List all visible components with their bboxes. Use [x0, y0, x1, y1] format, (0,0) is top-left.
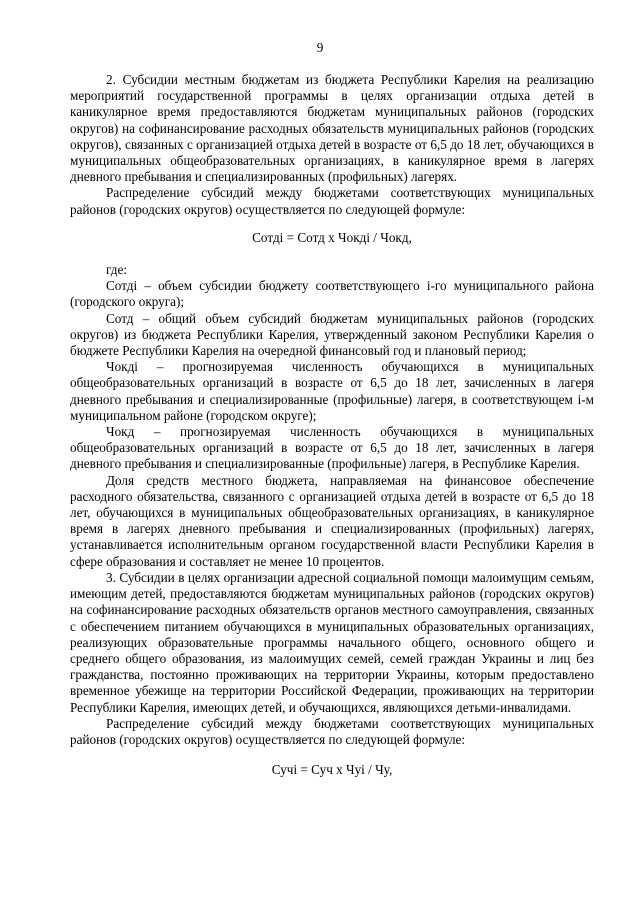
page-number: 9 — [316, 40, 324, 55]
definition-chokdi: Чокдi – прогнозируемая численность обучающихся в муниципальных общеобразовательных организаций в возрасте от 6,5 до 18 лет, зачисленных в лагеря дневного пребывания и специализированные (профильные) лагеря, в соответствующем i-м муниципальном районе (городском округе); — [70, 359, 594, 423]
definition-chokd: Чокд – прогнозируемая численность обучающихся в муниципальных общеобразовательных организаций в возрасте от 6,5 до 18 лет, зачисленных в лагеря дневного пребывания и специализированные (профильные) лагеря, в Республике Карелия. — [70, 424, 594, 472]
document-body — [70, 72, 594, 778]
formula-rest: Сотдi = Сотд x Чокдi / Чокд, — [252, 229, 412, 245]
paragraph-local-budget-share: Доля средств местного бюджета, направляемая на финансовое обеспечение расходного обязательства, связанного с организацией отдыха детей в возрасте от 6,5 до 18 лет, обучающихся в муниципальных общеобразовательных организациях, в каникулярное время в лагерях дневного пребывания и специализированных (профильных) лагерях, устанавливается исполнительным органом государственной власти Республики Карелия в сфере образования и составляет не менее 10 процентов. — [70, 472, 594, 569]
paragraph-distribution-intro: Распределение субсидий между бюджетами соответствующих муниципальных районов (городских округов) осуществляется по следующей формуле: — [70, 185, 594, 217]
paragraph-subsidy-rest: 2. Субсидии местным бюджетам из бюджета Республики Карелия на реализацию мероприятий государственной программы в целях организации отдыха детей в каникулярное время предоставляются бюджетам муниципальных районов (городских округов) на софинансирование расходных обязательств муниципальных районов (городских округов), связанных с организацией отдыха детей в возрасте от 6,5 до 18 лет, обучающихся в муниципальных общеобразовательных организациях, в каникулярное время в лагерях дневного пребывания и специализированных (профильных) лагерях. — [70, 72, 594, 185]
paragraph-subsidy-food: 3. Субсидии в целях организации адресной социальной помощи малоимущим семьям, имеющим детей, предоставляются бюджетам муниципальных районов (городских округов) на софинансирование расходных обязательств органов местного самоуправления, связанных с обеспечением питанием обучающихся в муниципальных образовательных организациях, реализующих образовательные программы начального общего, основного общего и среднего общего образования, из малоимущих семей, семей граждан Украины и лиц без гражданства, постоянно проживающих на территории Украины, которым предоставлено временное убежище на территории Российской Федерации, проживающих на территории Республики Карелия, имеющих детей, и обучающихся, являющихся детьми-инвалидами. — [70, 569, 594, 715]
where-label: где: — [106, 262, 127, 278]
formula-food: Сучi = Суч x Чуi / Чу, — [271, 762, 393, 778]
definition-sotdi: Сотдi – объем субсидии бюджету соответствующего i-го муниципального района (городского округа); — [70, 278, 594, 310]
definition-sotd: Сотд – общий объем субсидий бюджетам муниципальных районов (городских округов) из бюджета Республики Карелия, утвержденный законом Республики Карелия о бюджете Республики Карелия на очередной финансовый год и плановый период; — [70, 310, 594, 359]
paragraph-distribution-intro-2: Распределение субсидий между бюджетами соответствующих муниципальных районов (городских округов) осуществляется по следующей формуле: — [70, 715, 594, 747]
